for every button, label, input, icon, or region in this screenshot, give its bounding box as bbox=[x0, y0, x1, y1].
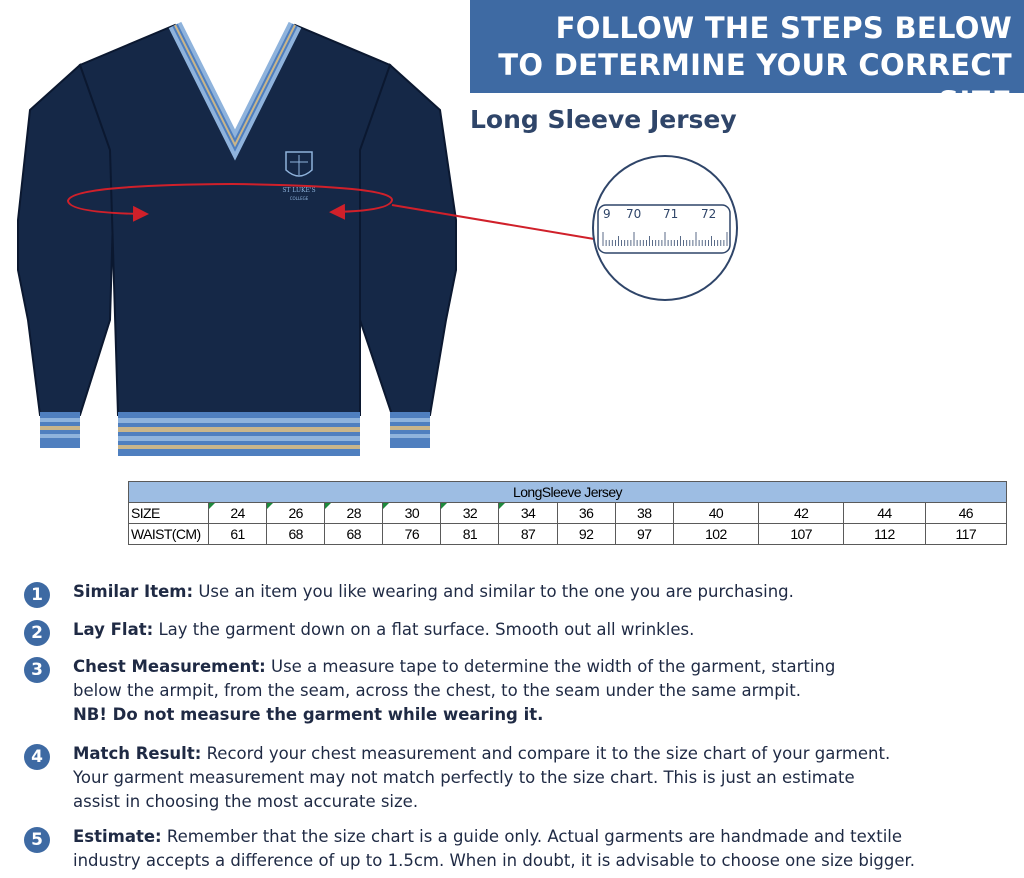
waist-row bbox=[129, 524, 1007, 545]
chest-measure-arrow-left bbox=[68, 184, 232, 214]
size-cell: 30 bbox=[383, 503, 441, 524]
product-title: Long Sleeve Jersey bbox=[470, 105, 737, 134]
step-2-title: Lay Flat: bbox=[73, 620, 154, 639]
step-number-4: 4 bbox=[24, 744, 50, 770]
waist-cell: 117 bbox=[925, 524, 1006, 545]
step-3-text: Use a measure tape to determine the width of the garment, starting bbox=[265, 657, 836, 676]
size-row bbox=[129, 503, 1007, 524]
step-4-text: Record your chest measurement and compare it to the size chart of your garment. bbox=[201, 744, 891, 763]
step-number-3: 3 bbox=[24, 657, 50, 683]
step-5-title: Estimate: bbox=[73, 827, 162, 846]
waist-cell: 76 bbox=[383, 524, 441, 545]
step-5-line-2: industry accepts a difference of up to 1.5cm. When in doubt, it is advisable to choose one size bigger. bbox=[73, 851, 916, 870]
step-1-title: Similar Item: bbox=[73, 582, 194, 601]
header-line-1: FOLLOW THE STEPS BELOW bbox=[555, 11, 1012, 45]
step-4-line-3: assist in choosing the most accurate size. bbox=[73, 792, 419, 811]
size-table-title: LongSleeve Jersey bbox=[129, 482, 1007, 503]
chest-measure-arrow-right bbox=[232, 184, 392, 212]
size-cell: 24 bbox=[209, 503, 267, 524]
header-line-2: TO DETERMINE YOUR CORRECT SIZE bbox=[498, 48, 1012, 119]
waist-cell: 68 bbox=[325, 524, 383, 545]
step-number-2: 2 bbox=[24, 620, 50, 646]
size-cell: 38 bbox=[615, 503, 673, 524]
waist-cell: 87 bbox=[499, 524, 557, 545]
size-table bbox=[128, 481, 1007, 545]
tape-reading-2: 70 bbox=[626, 207, 642, 221]
size-cell: 36 bbox=[557, 503, 615, 524]
waist-row-label: WAIST(CM) bbox=[129, 524, 209, 545]
step-3-note: NB! Do not measure the garment while wearing it. bbox=[73, 705, 544, 724]
size-cell: 44 bbox=[844, 503, 925, 524]
waist-cell: 102 bbox=[673, 524, 758, 545]
crest-line-1: ST LUKE'S bbox=[282, 187, 316, 194]
step-4-title: Match Result: bbox=[73, 744, 202, 763]
step-2-text: Lay the garment down on a flat surface. Smooth out all wrinkles. bbox=[153, 620, 695, 639]
tape-reading-4: 72 bbox=[701, 207, 717, 221]
tape-reading-1: 9 bbox=[603, 207, 611, 221]
waist-cell: 81 bbox=[441, 524, 499, 545]
size-row-label: SIZE bbox=[129, 503, 209, 524]
waist-cell: 68 bbox=[267, 524, 325, 545]
step-number-1: 1 bbox=[24, 582, 50, 608]
size-cell: 26 bbox=[267, 503, 325, 524]
size-cell: 46 bbox=[925, 503, 1006, 524]
step-1-text: Use an item you like wearing and similar to the one you are purchasing. bbox=[193, 582, 794, 601]
size-cell: 40 bbox=[673, 503, 758, 524]
step-3-line-2: below the armpit, from the seam, across the chest, to the seam under the same armpit. bbox=[73, 681, 801, 700]
size-table-title-row bbox=[129, 482, 1007, 503]
size-cell: 34 bbox=[499, 503, 557, 524]
waist-cell: 97 bbox=[615, 524, 673, 545]
waist-cell: 107 bbox=[759, 524, 844, 545]
crest-line-2: COLLEGE bbox=[289, 196, 309, 201]
pointer-line bbox=[392, 205, 600, 240]
size-cell: 32 bbox=[441, 503, 499, 524]
size-cell: 28 bbox=[325, 503, 383, 524]
waist-cell: 61 bbox=[209, 524, 267, 545]
tape-reading-3: 71 bbox=[663, 207, 679, 221]
step-number-5: 5 bbox=[24, 827, 50, 853]
step-4-line-2: Your garment measurement may not match perfectly to the size chart. This is just an estimate bbox=[73, 768, 855, 787]
step-3-title: Chest Measurement: bbox=[73, 657, 266, 676]
waist-cell: 92 bbox=[557, 524, 615, 545]
waist-cell: 112 bbox=[844, 524, 925, 545]
step-5-text: Remember that the size chart is a guide only. Actual garments are handmade and textile bbox=[161, 827, 903, 846]
size-cell: 42 bbox=[759, 503, 844, 524]
